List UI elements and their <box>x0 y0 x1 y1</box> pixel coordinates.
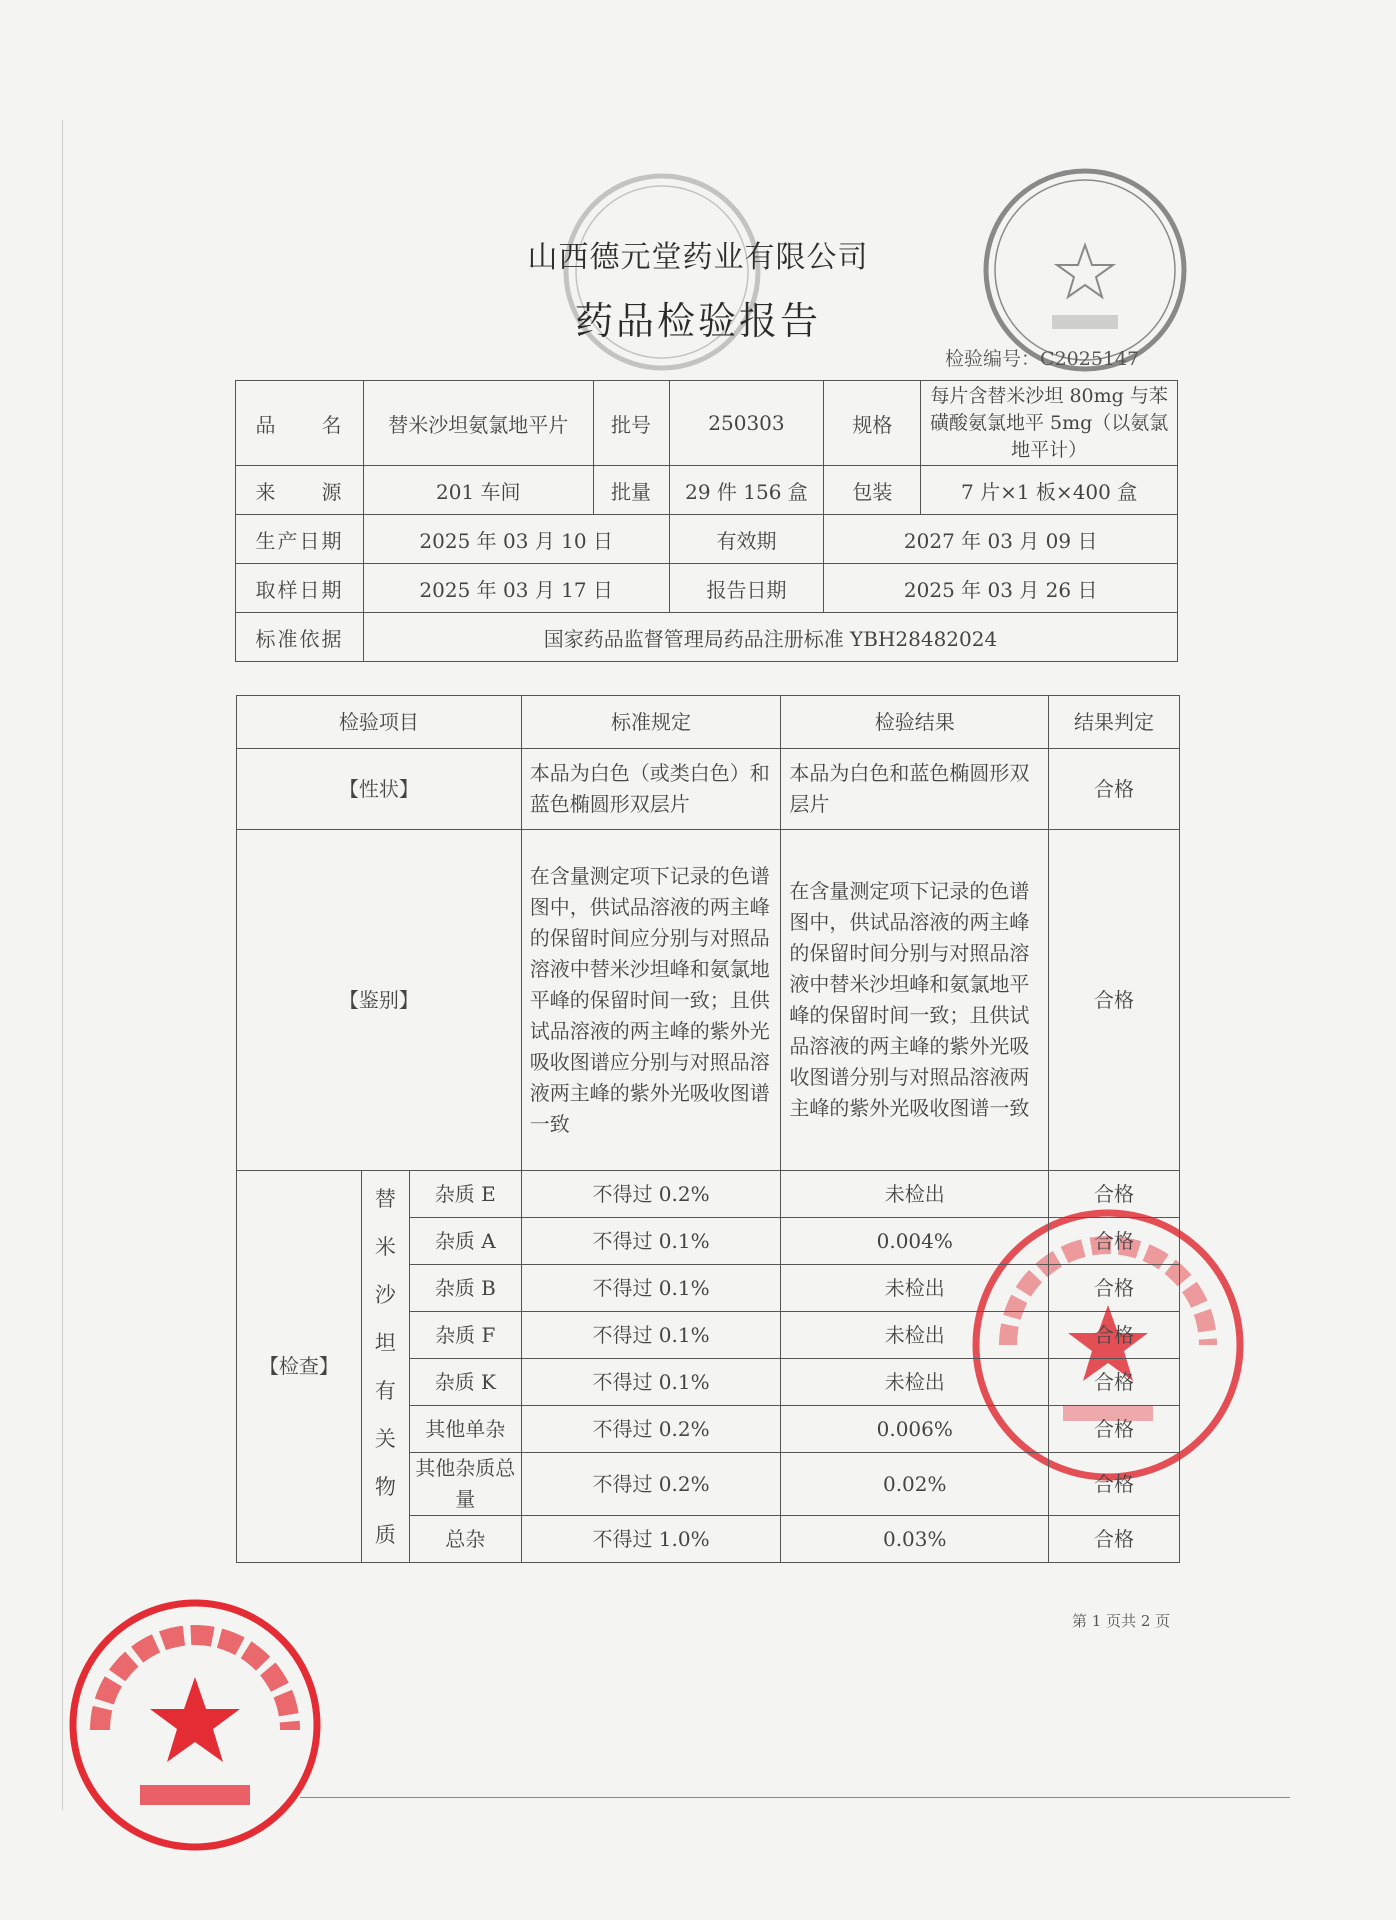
source-label: 来 源 <box>236 466 364 515</box>
impurity-standard: 不得过 1.0% <box>521 1516 781 1563</box>
impurity-standard: 不得过 0.2% <box>521 1171 781 1218</box>
impurity-item: 其他单杂 <box>409 1406 521 1453</box>
impurity-verdict: 合格 <box>1049 1218 1180 1265</box>
identification-result: 在含量测定项下记录的色谱图中，供试品溶液的两主峰的保留时间分别与对照品溶液中替米沙坦峰和氨氯地平峰的保留时间一致；且供试品溶液的两主峰的紫外光吸收图谱分别与对照品溶液两主峰的紫外光吸收图谱一致 <box>781 830 1049 1171</box>
batch-label: 批号 <box>593 381 669 466</box>
impurity-result: 未检出 <box>781 1171 1049 1218</box>
inspection-group-label <box>361 1171 409 1563</box>
impurity-standard: 不得过 0.1% <box>521 1265 781 1312</box>
group-char: 质 <box>374 1522 396 1547</box>
quantity-value: 29 件 156 盒 <box>669 466 824 515</box>
impurity-verdict: 合格 <box>1049 1406 1180 1453</box>
table-row <box>236 515 1178 564</box>
identification-standard: 在含量测定项下记录的色谱图中，供试品溶液的两主峰的保留时间应分别与对照品溶液中替米沙坦峰和氨氯地平峰的保留时间一致；且供试品溶液的两主峰的紫外光吸收图谱应分别与对照品溶液两主峰的紫外光吸收图谱一致 <box>521 830 781 1171</box>
group-char: 沙 <box>374 1282 396 1307</box>
identification-name: 【鉴别】 <box>237 830 522 1171</box>
spec-label: 规格 <box>824 381 921 466</box>
impurity-standard: 不得过 0.2% <box>521 1453 781 1516</box>
expiry-value: 2027 年 03 月 09 日 <box>824 515 1178 564</box>
spec-value: 每片含替米沙坦 80mg 与苯磺酸氨氯地平 5mg（以氨氯地平计） <box>921 381 1178 466</box>
mfg-date-value: 2025 年 03 月 10 日 <box>363 515 669 564</box>
appearance-result: 本品为白色和蓝色椭圆形双层片 <box>781 749 1049 830</box>
table-header-row <box>237 696 1180 749</box>
quantity-label: 批量 <box>593 466 669 515</box>
page-number: 第 1 页共 2 页 <box>1072 1612 1171 1630</box>
impurity-result: 0.03% <box>781 1516 1049 1563</box>
group-char: 替 <box>374 1186 396 1211</box>
table-row <box>236 466 1178 515</box>
impurity-verdict: 合格 <box>1049 1312 1180 1359</box>
impurity-standard: 不得过 0.1% <box>521 1359 781 1406</box>
impurity-item: 杂质 E <box>409 1171 521 1218</box>
table-row <box>236 613 1178 662</box>
impurity-standard: 不得过 0.1% <box>521 1218 781 1265</box>
impurity-result: 0.004% <box>781 1218 1049 1265</box>
report-number-label: 检验编号 <box>945 348 1022 370</box>
group-char: 关 <box>374 1426 396 1451</box>
impurity-verdict: 合格 <box>1049 1171 1180 1218</box>
company-name: 山西德元堂药业有限公司 <box>527 240 869 275</box>
appearance-standard: 本品为白色（或类白色）和蓝色椭圆形双层片 <box>521 749 781 830</box>
impurity-result: 未检出 <box>781 1265 1049 1312</box>
impurity-item: 总杂 <box>409 1516 521 1563</box>
product-value: 替米沙坦氨氯地平片 <box>363 381 593 466</box>
impurity-item: 杂质 K <box>409 1359 521 1406</box>
standard-value: 国家药品监督管理局药品注册标准 YBH28482024 <box>363 613 1177 662</box>
footer-divider <box>300 1797 1290 1798</box>
sample-date-label: 取样日期 <box>236 564 364 613</box>
impurity-item: 其他杂质总量 <box>409 1453 521 1516</box>
impurity-item: 杂质 F <box>409 1312 521 1359</box>
header-verdict: 结果判定 <box>1049 696 1180 749</box>
table-row <box>237 749 1180 830</box>
report-date-value: 2025 年 03 月 26 日 <box>824 564 1178 613</box>
report-number-value: C2025147 <box>1040 348 1140 370</box>
impurity-standard: 不得过 0.1% <box>521 1312 781 1359</box>
expiry-label: 有效期 <box>669 515 824 564</box>
appearance-name: 【性状】 <box>237 749 522 830</box>
package-label: 包装 <box>824 466 921 515</box>
source-value: 201 车间 <box>363 466 593 515</box>
report-date-label: 报告日期 <box>669 564 824 613</box>
impurity-item: 杂质 A <box>409 1218 521 1265</box>
sample-date-value: 2025 年 03 月 17 日 <box>363 564 669 613</box>
group-char: 有 <box>374 1378 396 1403</box>
report-number: 检验编号：C2025147 <box>945 348 1140 370</box>
table-row <box>236 564 1178 613</box>
product-info-table <box>235 380 1178 662</box>
appearance-verdict: 合格 <box>1049 749 1180 830</box>
product-label: 品 名 <box>236 381 364 466</box>
group-char: 坦 <box>374 1330 396 1355</box>
impurity-verdict: 合格 <box>1049 1359 1180 1406</box>
impurity-verdict: 合格 <box>1049 1516 1180 1563</box>
table-row <box>237 830 1180 1171</box>
inspection-name: 【检查】 <box>237 1171 362 1563</box>
group-char: 物 <box>374 1474 396 1499</box>
impurity-result: 0.02% <box>781 1453 1049 1516</box>
table-row <box>236 381 1178 466</box>
impurity-standard: 不得过 0.2% <box>521 1406 781 1453</box>
header-item: 检验项目 <box>237 696 522 749</box>
standard-label: 标准依据 <box>236 613 364 662</box>
report-title: 药品检验报告 <box>574 299 821 343</box>
table-row <box>237 1171 1180 1218</box>
impurity-verdict: 合格 <box>1049 1453 1180 1516</box>
impurity-item: 杂质 B <box>409 1265 521 1312</box>
test-results-table <box>236 695 1180 1563</box>
header-result: 检验结果 <box>781 696 1049 749</box>
impurity-result: 未检出 <box>781 1312 1049 1359</box>
mfg-date-label: 生产日期 <box>236 515 364 564</box>
group-char: 米 <box>374 1234 396 1259</box>
impurity-result: 未检出 <box>781 1359 1049 1406</box>
header-standard: 标准规定 <box>521 696 781 749</box>
red-seal-left <box>65 1595 325 1855</box>
batch-value: 250303 <box>669 381 824 466</box>
impurity-verdict: 合格 <box>1049 1265 1180 1312</box>
package-value: 7 片×1 板×400 盒 <box>921 466 1178 515</box>
impurity-result: 0.006% <box>781 1406 1049 1453</box>
identification-verdict: 合格 <box>1049 830 1180 1171</box>
